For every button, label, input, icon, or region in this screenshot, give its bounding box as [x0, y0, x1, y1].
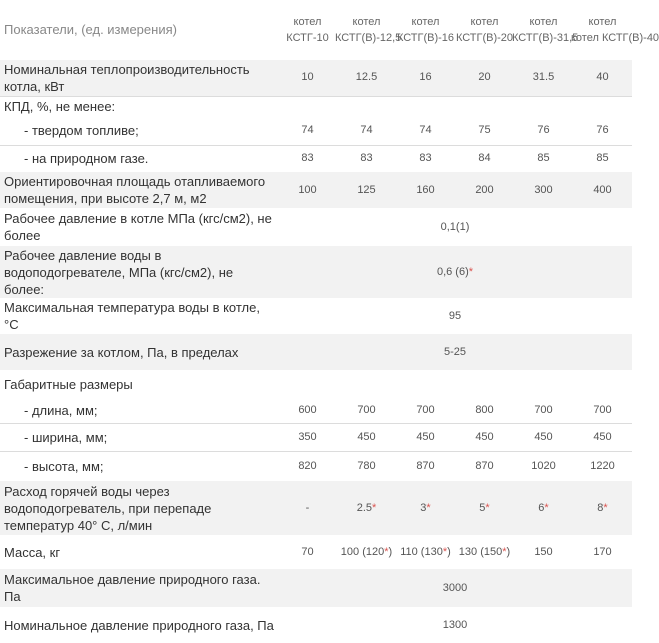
cell: 450: [455, 423, 514, 451]
table-row-dims: [0, 370, 632, 398]
cell: 0,6 (6)*: [278, 246, 632, 298]
header-param: Показатели, (ед. измерения): [4, 22, 177, 37]
cell: 700: [337, 398, 396, 423]
cell: 110 (130*): [400, 545, 451, 558]
cell: 1300: [442, 618, 468, 631]
cell: 40: [573, 60, 632, 96]
cell: 870: [416, 459, 435, 472]
cell: 400: [573, 172, 632, 208]
cell: 3*: [396, 481, 455, 535]
table-row-kpd: [0, 96, 632, 116]
table-row-pgasnom: [0, 607, 632, 643]
header-col: котел КСТГ-10: [286, 16, 329, 44]
header-col: котел КСТГ(В)-31,5: [512, 16, 579, 44]
cell: 2.5*: [337, 481, 396, 535]
row-label: - длина, мм;: [0, 398, 278, 423]
table-header-row: [0, 0, 632, 60]
row-label: Номинальная теплопроизводительность котла, кВт: [0, 60, 278, 96]
table-row-tmax: [0, 298, 632, 334]
cell: 84: [478, 152, 491, 165]
row-label: Максимальная температура воды в котле, °С: [4, 300, 260, 332]
cell: 10: [278, 60, 337, 96]
cell: 70: [301, 545, 314, 558]
cell: 74: [396, 116, 455, 145]
cell: 76: [514, 116, 573, 145]
cell: 600: [278, 398, 337, 423]
cell: 300: [514, 172, 573, 208]
table-row-hei: [0, 451, 632, 481]
cell: 170: [593, 545, 612, 558]
row-label: Рабочее давление в котле МПа (кгс/см2), не более: [4, 211, 272, 243]
table-row-pboiler: [0, 208, 632, 246]
cell: 85: [537, 152, 550, 165]
row-label: Номинальное давление природного газа, Па: [4, 617, 274, 633]
table-row-pwater: [0, 246, 632, 298]
row-label: Масса, кг: [4, 544, 61, 560]
cell: 820: [298, 459, 317, 472]
cell: 95: [448, 309, 462, 322]
cell: 100: [278, 172, 337, 208]
cell: 83: [360, 152, 373, 165]
cell: 450: [396, 423, 455, 451]
table-row-pgasmax: [0, 569, 632, 607]
header-col: котел котел КСТГ(В)-40: [571, 16, 659, 44]
cell: 3000: [278, 569, 632, 607]
row-label: Разрежение за котлом, Па, в пределах: [0, 334, 278, 370]
table-row-power: [0, 60, 632, 96]
table-row-solid: [0, 116, 632, 145]
cell: 74: [337, 116, 396, 145]
cell: 8*: [573, 481, 632, 535]
cell: 780: [357, 459, 376, 472]
cell: 6*: [514, 481, 573, 535]
cell: 350: [278, 423, 337, 451]
header-col: котел КСТГ(В)-16: [396, 16, 455, 44]
row-label: - высота, мм;: [24, 458, 104, 474]
cell: 16: [396, 60, 455, 96]
cell: 160: [396, 172, 455, 208]
table-row-area: [0, 172, 632, 208]
cell: 0,1(1): [440, 220, 470, 233]
cell: 100 (120*): [340, 545, 393, 558]
cell: 75: [455, 116, 514, 145]
row-label: Габаритные размеры: [4, 376, 133, 392]
cell: 83: [419, 152, 432, 165]
row-label: КПД, %, не менее:: [4, 98, 116, 114]
cell: 130 (150*): [458, 545, 511, 558]
row-label: Расход горячей воды через водоподогреватель, при перепаде температур 40° С, л/мин: [0, 481, 278, 535]
cell: 20: [455, 60, 514, 96]
table-row-flow: [0, 481, 632, 535]
cell: 12.5: [337, 60, 396, 96]
row-label: - на природном газе.: [24, 151, 149, 167]
cell: 5-25: [278, 334, 632, 370]
cell: 800: [455, 398, 514, 423]
table-row-draft: [0, 334, 632, 370]
cell: 125: [337, 172, 396, 208]
cell: -: [278, 481, 337, 535]
table-row-gas: [0, 145, 632, 172]
cell: 700: [514, 398, 573, 423]
cell: 150: [534, 545, 553, 558]
header-col: котел КСТГ(В)-12,5: [335, 16, 402, 44]
cell: 450: [514, 423, 573, 451]
cell: 85: [596, 152, 609, 165]
cell: 450: [573, 423, 632, 451]
cell: 76: [573, 116, 632, 145]
row-label: Ориентировочная площадь отапливаемого помещения, при высоте 2,7 м, м2: [0, 172, 278, 208]
row-label: Рабочее давление воды в водоподогревателе, МПа (кгс/см2), не более:: [0, 246, 278, 298]
row-label: - ширина, мм;: [0, 423, 278, 451]
cell: 83: [301, 152, 314, 165]
cell: 31.5: [514, 60, 573, 96]
cell: 1220: [590, 459, 615, 472]
row-label: - твердом топливе;: [0, 116, 278, 145]
cell: 700: [573, 398, 632, 423]
table-row-len: [0, 398, 632, 423]
footnote-star: *: [468, 265, 474, 278]
cell: 74: [278, 116, 337, 145]
cell: 870: [475, 459, 494, 472]
cell: 200: [455, 172, 514, 208]
cell: 5*: [455, 481, 514, 535]
table-row-mass: [0, 535, 632, 569]
header-col: котел КСТГ(В)-20: [455, 16, 514, 44]
row-label: Максимальное давление природного газа. Па: [0, 569, 278, 607]
cell: 450: [337, 423, 396, 451]
cell: 700: [396, 398, 455, 423]
table-row-wid: [0, 423, 632, 451]
cell: 1020: [531, 459, 556, 472]
